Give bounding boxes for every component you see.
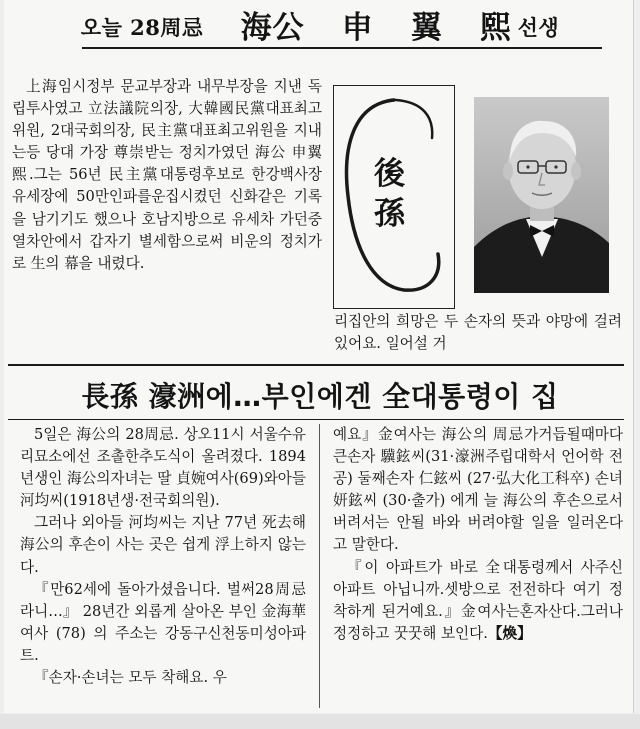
headline-prefix: 오늘 28周忌 xyxy=(80,15,204,40)
right-paragraph-1: 예요』金여사는 海公의 周忌가거듭될때마다 큰손자 驥鉉씨(31·濠洲주립대학서 언어학 전공) 둘째손자 仁鉉씨 (27·弘大化工科卒) 손녀 妍鉉씨 (30·출가) 에게 늘 海公의 후손으로서 버려서는 안될 바와 버려야할 일을 일러온다고 말한다. xyxy=(333,426,623,554)
headline-name-4: 熙 xyxy=(480,10,513,46)
portrait-photo xyxy=(474,97,609,293)
byline: 【煥】 xyxy=(487,624,532,642)
badge-char-1: 後 xyxy=(374,156,406,192)
column-divider xyxy=(319,424,320,708)
intro-paragraph: 上海임시정부 문교부장과 내무부장을 지낸 독립투사였고 立法議院의장, 大韓國民黨대표최고위원, 2대국회의장, 民主黨대표최고위원을 지내는등 당대 가장 尊崇받는 정치가였던 海公 申翼熙.그는 56년 民主黨대통령후보로 한강백사장 유세장에 50만인파를운집시켰던 신화같은 기록을 남기기도 했으나 호남지방으로 유세차 가던중 열차안에서 갑자기 별세함으로써 비운의 정치가로 生의 幕을 내렸다. xyxy=(12,78,322,272)
bottom-bar xyxy=(0,714,640,729)
intro-continuation: 리집안의 희망은 두 손자의 뜻과 야망에 걸려 있어요. 일어설 거 xyxy=(334,313,622,353)
headline-name-3: 翼 xyxy=(410,10,443,46)
left-column xyxy=(20,424,306,689)
section-rule xyxy=(8,364,624,366)
headline-name-2: 申 xyxy=(341,10,374,46)
subheadline: 長孫 濠洲에…부인에겐 全대통령이 집 xyxy=(81,380,559,413)
headline-name-1: 海公 xyxy=(240,10,305,46)
right-paragraph-2: 『이 아파트가 바로 全대통령께서 사주신 아파트 아닙니까.셋방으로 전전하다 여기 정착하게 된거예요.』金여사는혼자산다.그러나 정정하고 꿋꿋해 보인다.【煥】 xyxy=(333,558,623,642)
badge-title xyxy=(360,154,420,234)
left-paragraph-1: 5일은 海公의 28周忌. 상오11시 서울수유리묘소에선 조촐한추도식이 올려졌다. 1894년생인 海公의자녀는 딸 貞婉여사(69)와아들河均씨(1918년생·전국회의원). xyxy=(20,426,306,510)
left-paragraph-2: 그러나 외아들 河均씨는 지난 77년 死去해 海公의 후손이 사는 곳은 쉽게 浮上하지 않는다. xyxy=(20,514,306,576)
headline xyxy=(0,2,640,46)
badge-char-2: 孫 xyxy=(374,196,406,232)
section-badge xyxy=(333,85,455,309)
right-column xyxy=(333,424,623,645)
headline-rule xyxy=(82,47,602,49)
portrait-image xyxy=(474,97,609,293)
subheadline-rule xyxy=(8,419,624,420)
headline-suffix: 선생 xyxy=(517,15,560,40)
left-paragraph-3: 『만62세에 돌아가셨읍니다. 벌써28周忌라니…』 28년간 외롭게 살아온 부인 金海華여사 (78) 의 주소는 강동구신천동미성아파트. xyxy=(20,580,306,664)
left-paragraph-4: 『손자·손녀는 모두 착해요. 우 xyxy=(34,669,227,687)
